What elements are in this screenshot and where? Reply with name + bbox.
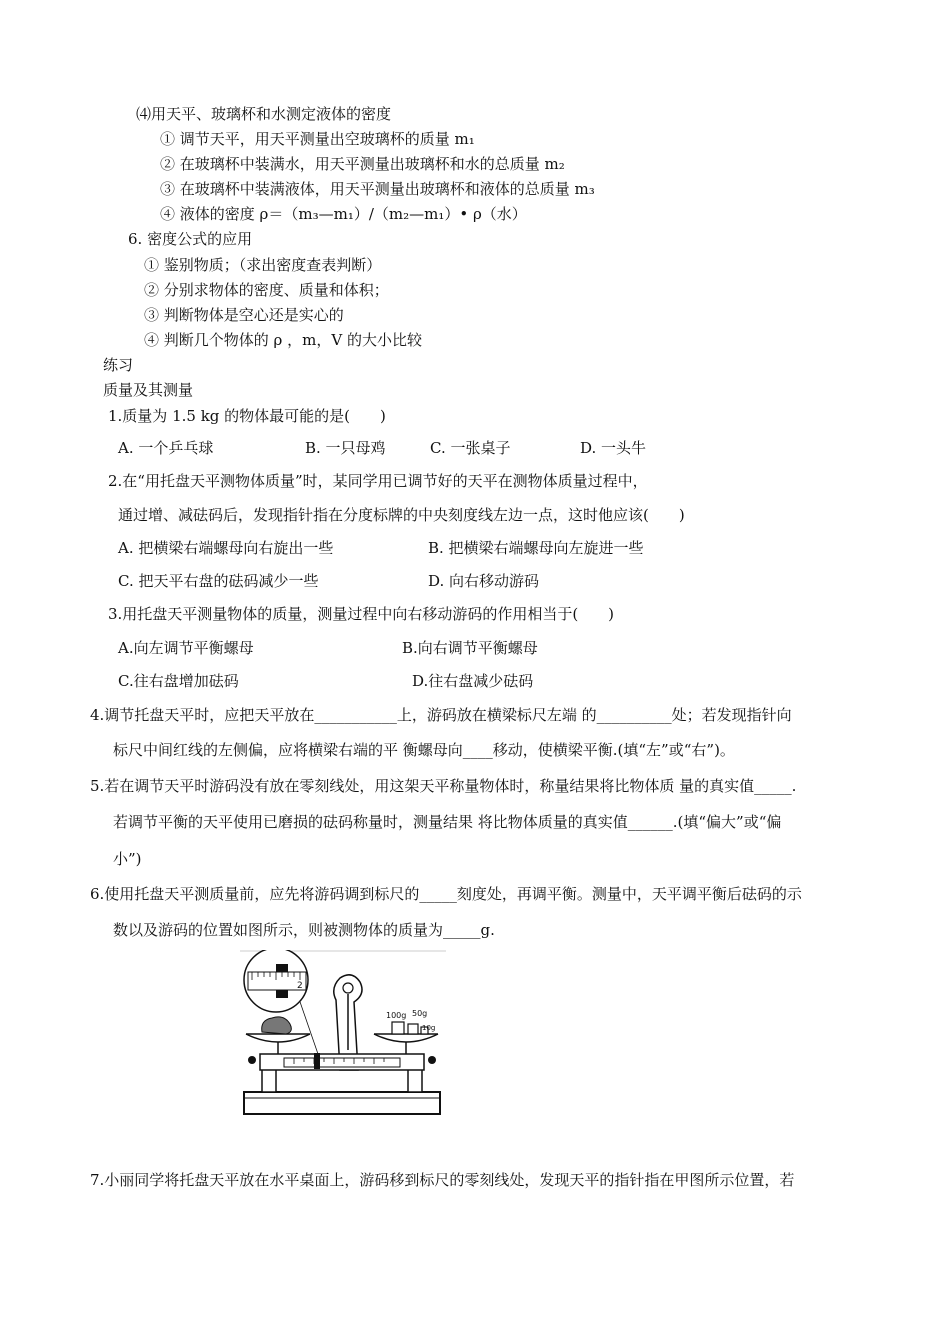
q2-option-d: D. 向右移动游码 [428,572,540,590]
section6-item1: ① 鉴别物质；（求出密度查表判断） [144,256,382,274]
section4-title: ⑷用天平、玻璃杯和水测定液体的密度 [136,105,392,123]
q1-option-d: D. 一头牛 [580,439,647,457]
balance-base [244,1092,440,1114]
section6-item3: ③ 判断物体是空心还是实心的 [144,306,344,324]
q1-option-c: C. 一张桌子 [430,439,511,457]
q5-line2: 若调节平衡的天平使用已磨损的砝码称量时，测量结果 将比物体质量的真实值______.(填“偏大”或“偏 [113,813,782,831]
q2-stem-line2: 通过增、减砝码后，发现指针指在分度标牌的中央刻度线左边一点，这时他应该( ) [118,506,685,524]
q4-line1: 4.调节托盘天平时，应把天平放在___________上，游码放在横梁标尺左端 的__________处；若发现指针向 [90,706,792,724]
q2-option-b: B. 把横梁右端螺母向左旋进一些 [428,539,644,557]
q2-stem-line1: 2.在“用托盘天平测物体质量”时，某同学用已调节好的天平在测物体质量过程中， [108,472,648,490]
section4-step3: ③ 在玻璃杯中装满液体，用天平测量出玻璃杯和液体的总质量 m₃ [160,180,595,198]
section4-step2: ② 在玻璃杯中装满水，用天平测量出玻璃杯和水的总质量 m₂ [160,155,565,173]
practice-title: 练习 [103,356,134,374]
weight-50g [408,1024,418,1034]
scale-label: 2 [297,981,303,991]
section6-title: 6. 密度公式的应用 [128,230,253,248]
rock-sample [262,1017,292,1034]
q5-line1: 5.若在调节天平时游码没有放在零刻线处，用这架天平称量物体时，称量结果将比物体质 量的真实值_____. [90,777,797,795]
section4-step4: ④ 液体的密度 ρ＝（m₃—m₁）/（m₂—m₁）• ρ（水） [160,205,527,223]
q1-option-a: A. 一个乒乓球 [118,439,214,457]
q3-option-a: A.向左调节平衡螺母 [118,639,254,657]
balance-figure [236,950,448,1120]
q7-line1: 7.小丽同学将托盘天平放在水平桌面上，游码移到标尺的零刻线处，发现天平的指针指在甲图所示位置，若 [90,1171,795,1189]
weight-100g-label: 100g [386,1011,407,1020]
q3-stem: 3.用托盘天平测量物体的质量，测量过程中向右移动游码的作用相当于( ) [108,605,615,623]
q3-option-b: B.向右调节平衡螺母 [402,639,538,657]
q6-line2: 数以及游码的位置如图所示，则被测物体的质量为_____g. [113,921,495,939]
section4-step1: ① 调节天平，用天平测量出空玻璃杯的质量 m₁ [160,130,475,148]
weight-10g-label: 10g [422,1024,436,1032]
practice-subtitle: 质量及其测量 [103,381,194,399]
weight-100g [392,1022,404,1034]
q1-stem: 1.质量为 1.5 kg 的物体最可能的是( ) [108,407,386,425]
section6-item2: ② 分别求物体的密度、质量和体积； [144,281,389,299]
q2-option-a: A. 把横梁右端螺母向右旋出一些 [118,539,334,557]
q2-option-c: C. 把天平右盘的砝码减少一些 [118,572,319,590]
q3-option-d: D.往右盘减少砝码 [412,672,534,690]
q5-line3: 小”) [113,850,142,868]
q1-option-b: B. 一只母鸡 [305,439,386,457]
weight-50g-label: 50g [412,1009,428,1018]
q3-option-c: C.往右盘增加砝码 [118,672,239,690]
q4-line2: 标尺中间红线的左侧偏，应将横梁右端的平 衡螺母向____移动，使横梁平衡.(填“左”或“右”)。 [113,741,735,759]
section6-item4: ④ 判断几个物体的 ρ ，m，V 的大小比较 [144,331,422,349]
q6-line1: 6.使用托盘天平测质量前，应先将游码调到标尺的_____刻度处，再调平衡。测量中，天平调平衡后砝码的示 [90,885,802,903]
